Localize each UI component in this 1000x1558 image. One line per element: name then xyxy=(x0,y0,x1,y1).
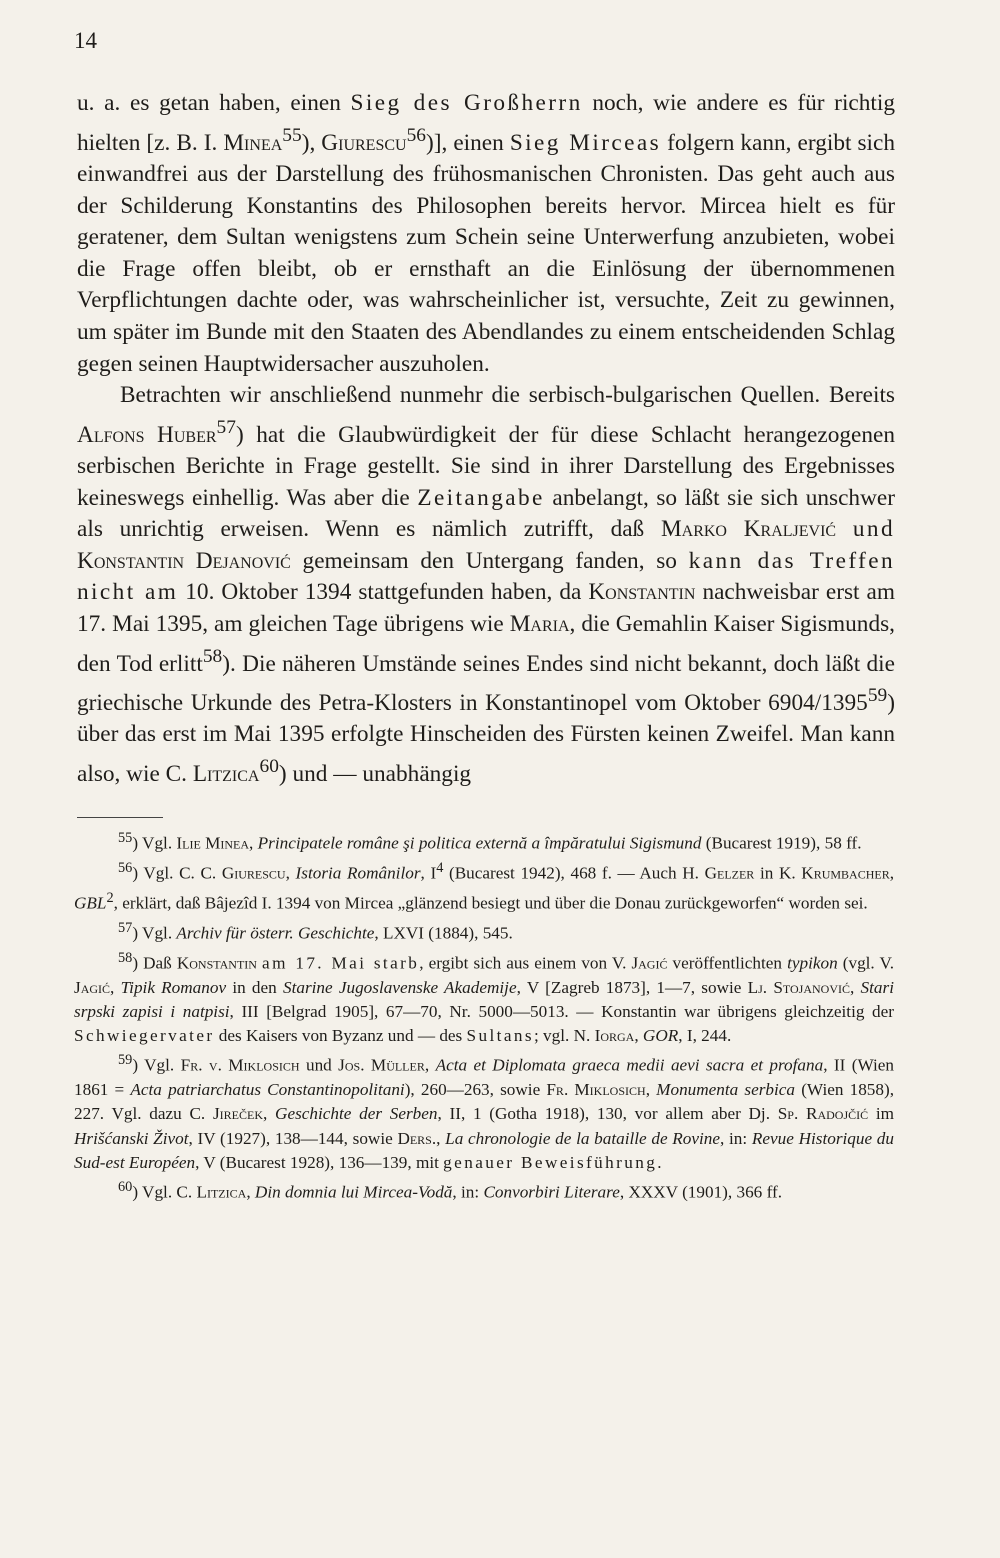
footnotes xyxy=(74,826,894,1205)
body-text xyxy=(77,88,895,790)
footnote-separator xyxy=(77,817,163,818)
footnote-59: $^{59}$) Vgl. Fr. v. Miklosich und Jos. Müller, Acta et Diplomata graeca medii aevi sacra et profana, II (Wien 1861 = Acta patriarchatus Constantinopolitani), 260—263, sowie Fr. Miklosich, Monumenta serbica (Wien 1858), 227. Vgl. dazu C. Jireček, Geschichte der Serben, II, 1 (Gotha 1918), 130, vor allem aber Dj. Sp. Radojčić im Hrišćanski Život, IV (1927), 138—144, sowie Ders., La chronologie de la bataille de Rovine, in: Revue Historique du Sud-est Européen, V (Bucarest 1928), 136—139, mit genauer Beweisführung. xyxy=(74,1052,895,1172)
body-paragraph-2: Betrachten wir anschließend nunmehr die serbisch-bulgarischen Quellen. Bereits Alfons Huber$^{57}$) hat die Glaubwürdigkeit der für diese Schlacht herangezogenen serbischen Berichte in Frage gestellt. Sie sind in ihrer Darstellung des Ergebnisses keineswegs einhellig. Was aber die Zeitangabe anbelangt, so läßt sie sich unschwer als unrichtig erweisen. Wenn es nämlich zutrifft, daß Marko Kraljević und Konstantin Dejanović gemeinsam den Untergang fanden, so kann das Treffen nicht am 10. Oktober 1394 stattgefunden haben, da Konstantin nachweisbar erst am 17. Mai 1395, am gleichen Tage übrigens wie Maria, die Gemahlin Kaiser Sigismunds, den Tod erlitt$^{58}$). Die näheren Umstände seines Endes sind nicht bekannt, doch läßt die griechische Urkunde des Petra-Klosters in Konstantinopel vom Oktober 6904/1395$^{59}$) über das erst im Mai 1395 erfolgte Hinscheiden des Fürsten keinen Zweifel. Man kann also, wie C. Litzica$^{60}$) und — unabhängig xyxy=(77,382,896,787)
footnote-58: $^{58}$) Daß Konstantin am 17. Mai starb, ergibt sich aus einem von V. Jagić veröffentlichten typikon (vgl. V. Jagić, Tipik Romanov in den Starine Jugoslavenske Akademije, V [Zagreb 1873], 1—7, sowie Lj. Stojanović, Stari srpski zapisi i natpisi, III [Belgrad 1905], 67—70, Nr. 5000—5013. — Konstantin war übrigens gleichzeitig der Schwiegervater des Kaisers von Byzanz und — des Sultans; vgl. N. Iorga, GOR, I, 244. xyxy=(74,949,894,1046)
page-number: 14 xyxy=(74,28,97,53)
footnote-60: $^{60}$) Vgl. C. Litzica, Din domnia lui Mircea-Vodă, in: Convorbiri Literare, XXXV (1901), 366 ff. xyxy=(118,1179,782,1202)
footnote-56: $^{56}$) Vgl. C. C. Giurescu, Istoria Românilor, $I^4$ (Bucarest 1942), 468 f. — Auch H. Gelzer in K. Krumbacher, GBL$^2$, erklärt, daß Bâjezîd I. 1394 von Mircea „glänzend besiegt und über die Donau zurückgeworfen“ worden sei. xyxy=(74,859,895,913)
footnote-57: $^{57}$) Vgl. Archiv für österr. Geschichte, LXVI (1884), 545. xyxy=(118,919,513,943)
footnote-55: $^{55}$) Vgl. Ilie Minea, Principatele române şi politica externă a împăratului Sigismund (Bucarest 1919), 58 ff. xyxy=(118,830,862,853)
body-paragraph-1: u. a. es getan haben, einen Sieg des Großherrn noch, wie andere es für richtig hielten [z. B. I. Minea$^{55}$), Giurescu$^{56}$)], einen Sieg Mirceas folgern kann, ergibt sich einwandfrei aus der Darstellung des frühosmanischen Chronisten. Das geht auch aus der Schilderung Konstantins des Philosophen bereits hervor. Mircea hielt es für geratener, dem Sultan wenigstens zum Schein seine Unterwerfung anzubieten, wobei die Frage offen bleibt, ob er ernsthaft an die Einlösung der übernommenen Verpflichtungen dachte oder, was wahrscheinlicher ist, versuchte, Zeit zu gewinnen, um später im Bunde mit den Staaten des Abendlandes zu einem entscheidenden Schlag gegen seinen Hauptwidersacher auszuholen. xyxy=(77,90,895,377)
